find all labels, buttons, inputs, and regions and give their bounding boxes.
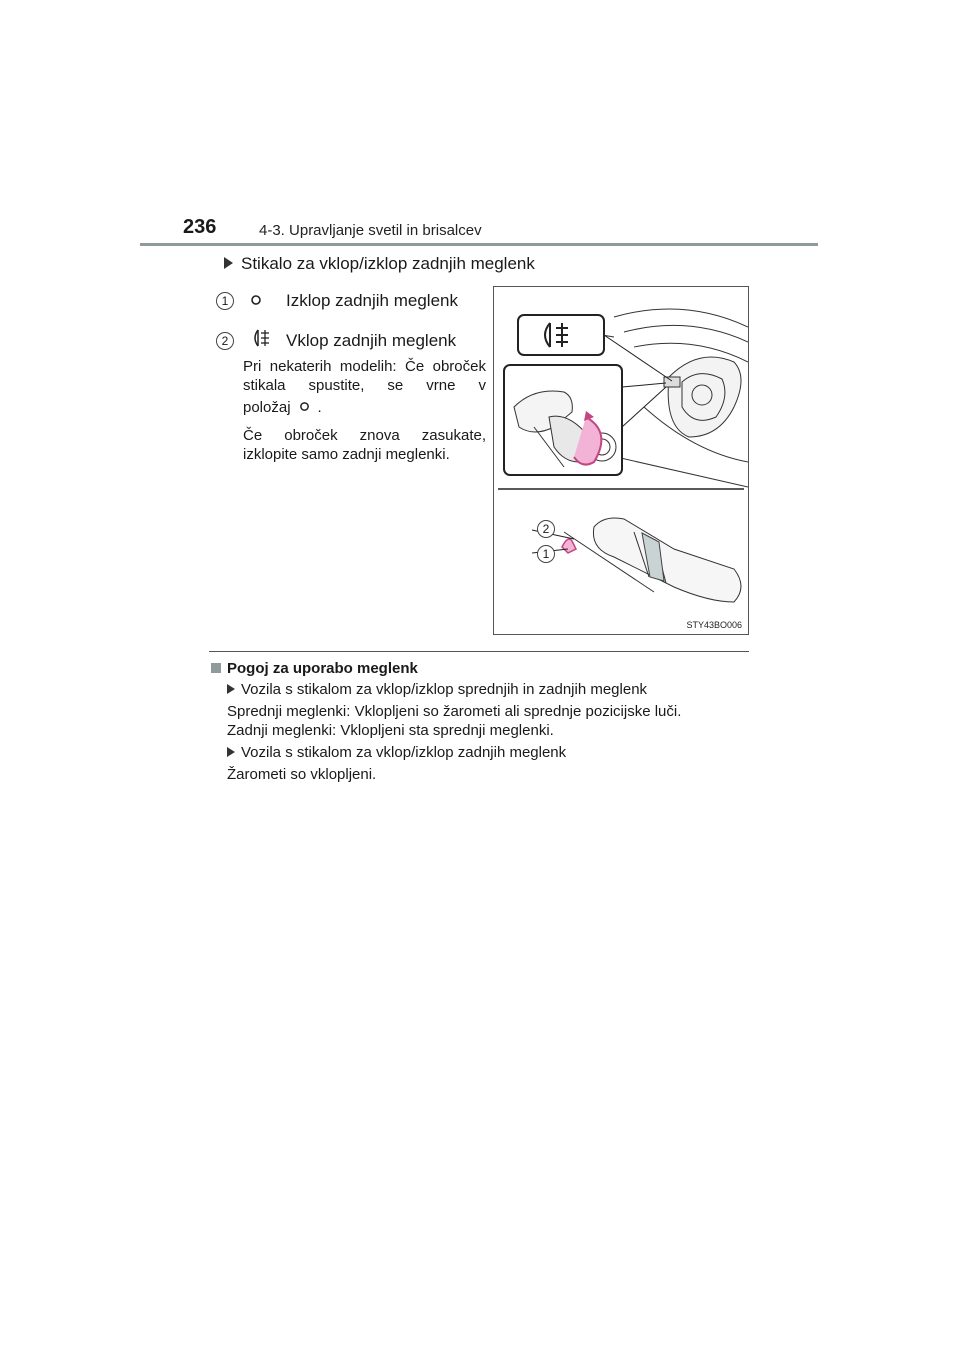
conditions-heading-text: Pogoj za uporabo meglenk — [227, 660, 418, 677]
off-circle-icon — [250, 291, 276, 311]
off-circle-icon — [299, 399, 310, 416]
case-1-heading — [227, 681, 647, 698]
callout-number: 1 — [537, 545, 555, 563]
note-text: . — [317, 399, 322, 416]
rear-fog-switch-heading-text: Stikalo za vklop/izklop zadnjih meglenk — [241, 254, 535, 273]
item-rear-fog-off — [216, 291, 458, 311]
number-badge: 1 — [216, 292, 234, 310]
section-title: 4-3. Upravljanje svetil in brisalcev — [259, 222, 482, 239]
item-label: Vklop zadnjih meglenk — [286, 330, 457, 350]
conditions-heading — [211, 660, 418, 677]
square-bullet-icon — [211, 663, 221, 673]
rear-fog-switch-heading — [224, 254, 535, 274]
note-line: izklopite samo zadnji meglenki. — [243, 446, 450, 463]
case-2-heading — [227, 744, 566, 761]
callout-number: 2 — [537, 520, 555, 538]
figure-code: STY43BO006 — [686, 620, 742, 630]
triangle-bullet-icon — [224, 257, 233, 269]
triangle-bullet-icon — [227, 747, 235, 757]
note-line: Če obroček znova zasukate, — [243, 427, 486, 444]
case-1-line: Zadnji meglenki: Vklopljeni sta sprednji meglenki. — [227, 722, 554, 739]
section-divider — [209, 651, 749, 652]
page-number: 236 — [183, 216, 217, 238]
note-line — [243, 399, 322, 416]
case-2-line: Žarometi so vklopljeni. — [227, 766, 377, 783]
header-divider — [140, 243, 818, 246]
triangle-bullet-icon — [227, 684, 235, 694]
note-line: Pri nekaterih modelih: Če obroček — [243, 358, 486, 375]
case-2-heading-text: Vozila s stikalom za vklop/izklop zadnjih meglenk — [241, 744, 567, 761]
note-text: položaj — [243, 399, 291, 416]
rear-fog-light-icon — [250, 328, 276, 353]
number-badge: 2 — [216, 332, 234, 350]
item-rear-fog-on — [216, 328, 456, 353]
case-1-heading-text: Vozila s stikalom za vklop/izklop sprednjih in zadnjih meglenk — [241, 681, 648, 698]
item-label: Izklop zadnjih meglenk — [286, 291, 458, 310]
switch-illustration — [493, 286, 749, 635]
case-1-line: Sprednji meglenki: Vklopljeni so žarometi ali sprednje pozicijske luči. — [227, 703, 682, 720]
illustration-drawing — [494, 287, 748, 634]
note-line: stikala spustite, se vrne v — [243, 377, 486, 394]
